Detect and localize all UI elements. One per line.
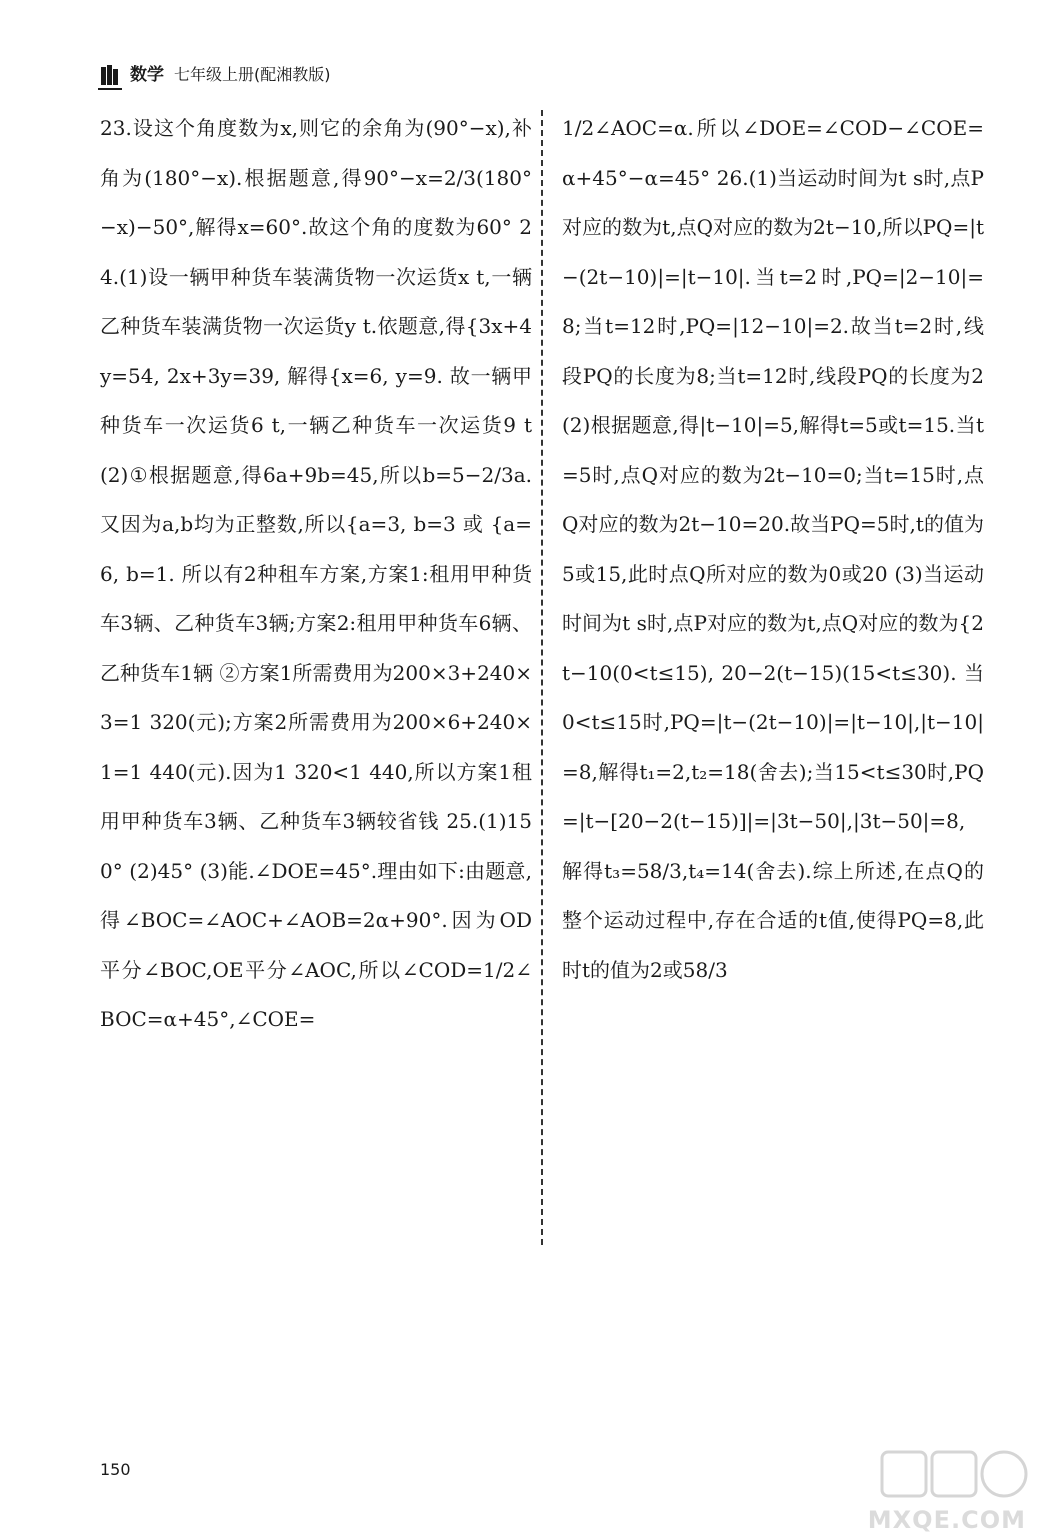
page-number: 150 [100, 1460, 131, 1479]
answer-column-left: 23.设这个角度数为x,则它的余角为(90°−x),补角为(180°−x).根据题意,得90°−x=2/3(180°−x)−50°,解得x=60°.故这个角的度数为60° 24.(1)设一辆甲种货车装满货物一次运货x t,一辆乙种货车装满货物一次运货y t.依题意,得{3x+4y=54, 2x+3y=39, 解得{x=6, y=9. 故一辆甲种货车一次运货6 t,一辆乙种货车一次运货9 t (2)①根据题意,得6a+9b=45,所以b=5−2/3a.又因为a,b均为正整数,所以{a=3, b=3 或 {a=6, b=1. 所以有2种租车方案,方案1:租用甲种货车3辆、乙种货车3辆;方案2:租用甲种货车6辆、乙种货车1辆 ②方案1所需费用为200×3+240×3=1 320(元);方案2所需费用为200×6+240×1=1 440(元).因为1 320<1 440,所以方案1租用甲种货车3辆、乙种货车3辆较省钱 25.(1)150° (2)45° (3)能.∠DOE=45°.理由如下:由题意,得∠BOC=∠AOC+∠AOB=2α+90°.因为OD平分∠BOC,OE平分∠AOC,所以∠COD=1/2∠BOC=α+45°,∠COE= [100, 116, 532, 1031]
page-header [100, 60, 331, 86]
watermark-seal-icon [874, 1446, 1034, 1506]
watermark-text: MXQE.COM [867, 1506, 1026, 1534]
header-underline [98, 88, 122, 90]
grade-label: 七年级上册(配湘教版) [174, 65, 331, 84]
column-divider [541, 110, 543, 1245]
watermark [866, 1442, 1036, 1536]
book-icon [100, 64, 120, 86]
answer-column-right: 1/2∠AOC=α.所以∠DOE=∠COD−∠COE=α+45°−α=45° 26.(1)当运动时间为t s时,点P对应的数为t,点Q对应的数为2t−10,所以PQ=|t−(2t−10)|=|t−10|.当t=2时,PQ=|2−10|=8;当t=12时,PQ=|12−10|=2.故当t=2时,线段PQ的长度为8;当t=12时,线段PQ的长度为2 (2)根据题意,得|t−10|=5,解得t=5或t=15.当t=5时,点Q对应的数为2t−10=0;当t=15时,点Q对应的数为2t−10=20.故当PQ=5时,t的值为5或15,此时点Q所对应的数为0或20 (3)当运动时间为t s时,点P对应的数为t,点Q对应的数为{2t−10(0<t≤15), 20−2(t−15)(15<t≤30). 当0<t≤15时,PQ=|t−(2t−10)|=|t−10|,|t−10|=8,解得t₁=2,t₂=18(舍去);当15<t≤30时,PQ=|t−[20−2(t−15)]|=|3t−50|,|3t−50|=8,解得t₃=58/3,t₄=14(舍去).综上所述,在点Q的整个运动过程中,存在合适的t值,使得PQ=8,此时t的值为2或58/3 [562, 116, 984, 982]
subject-label: 数学 [130, 65, 164, 85]
